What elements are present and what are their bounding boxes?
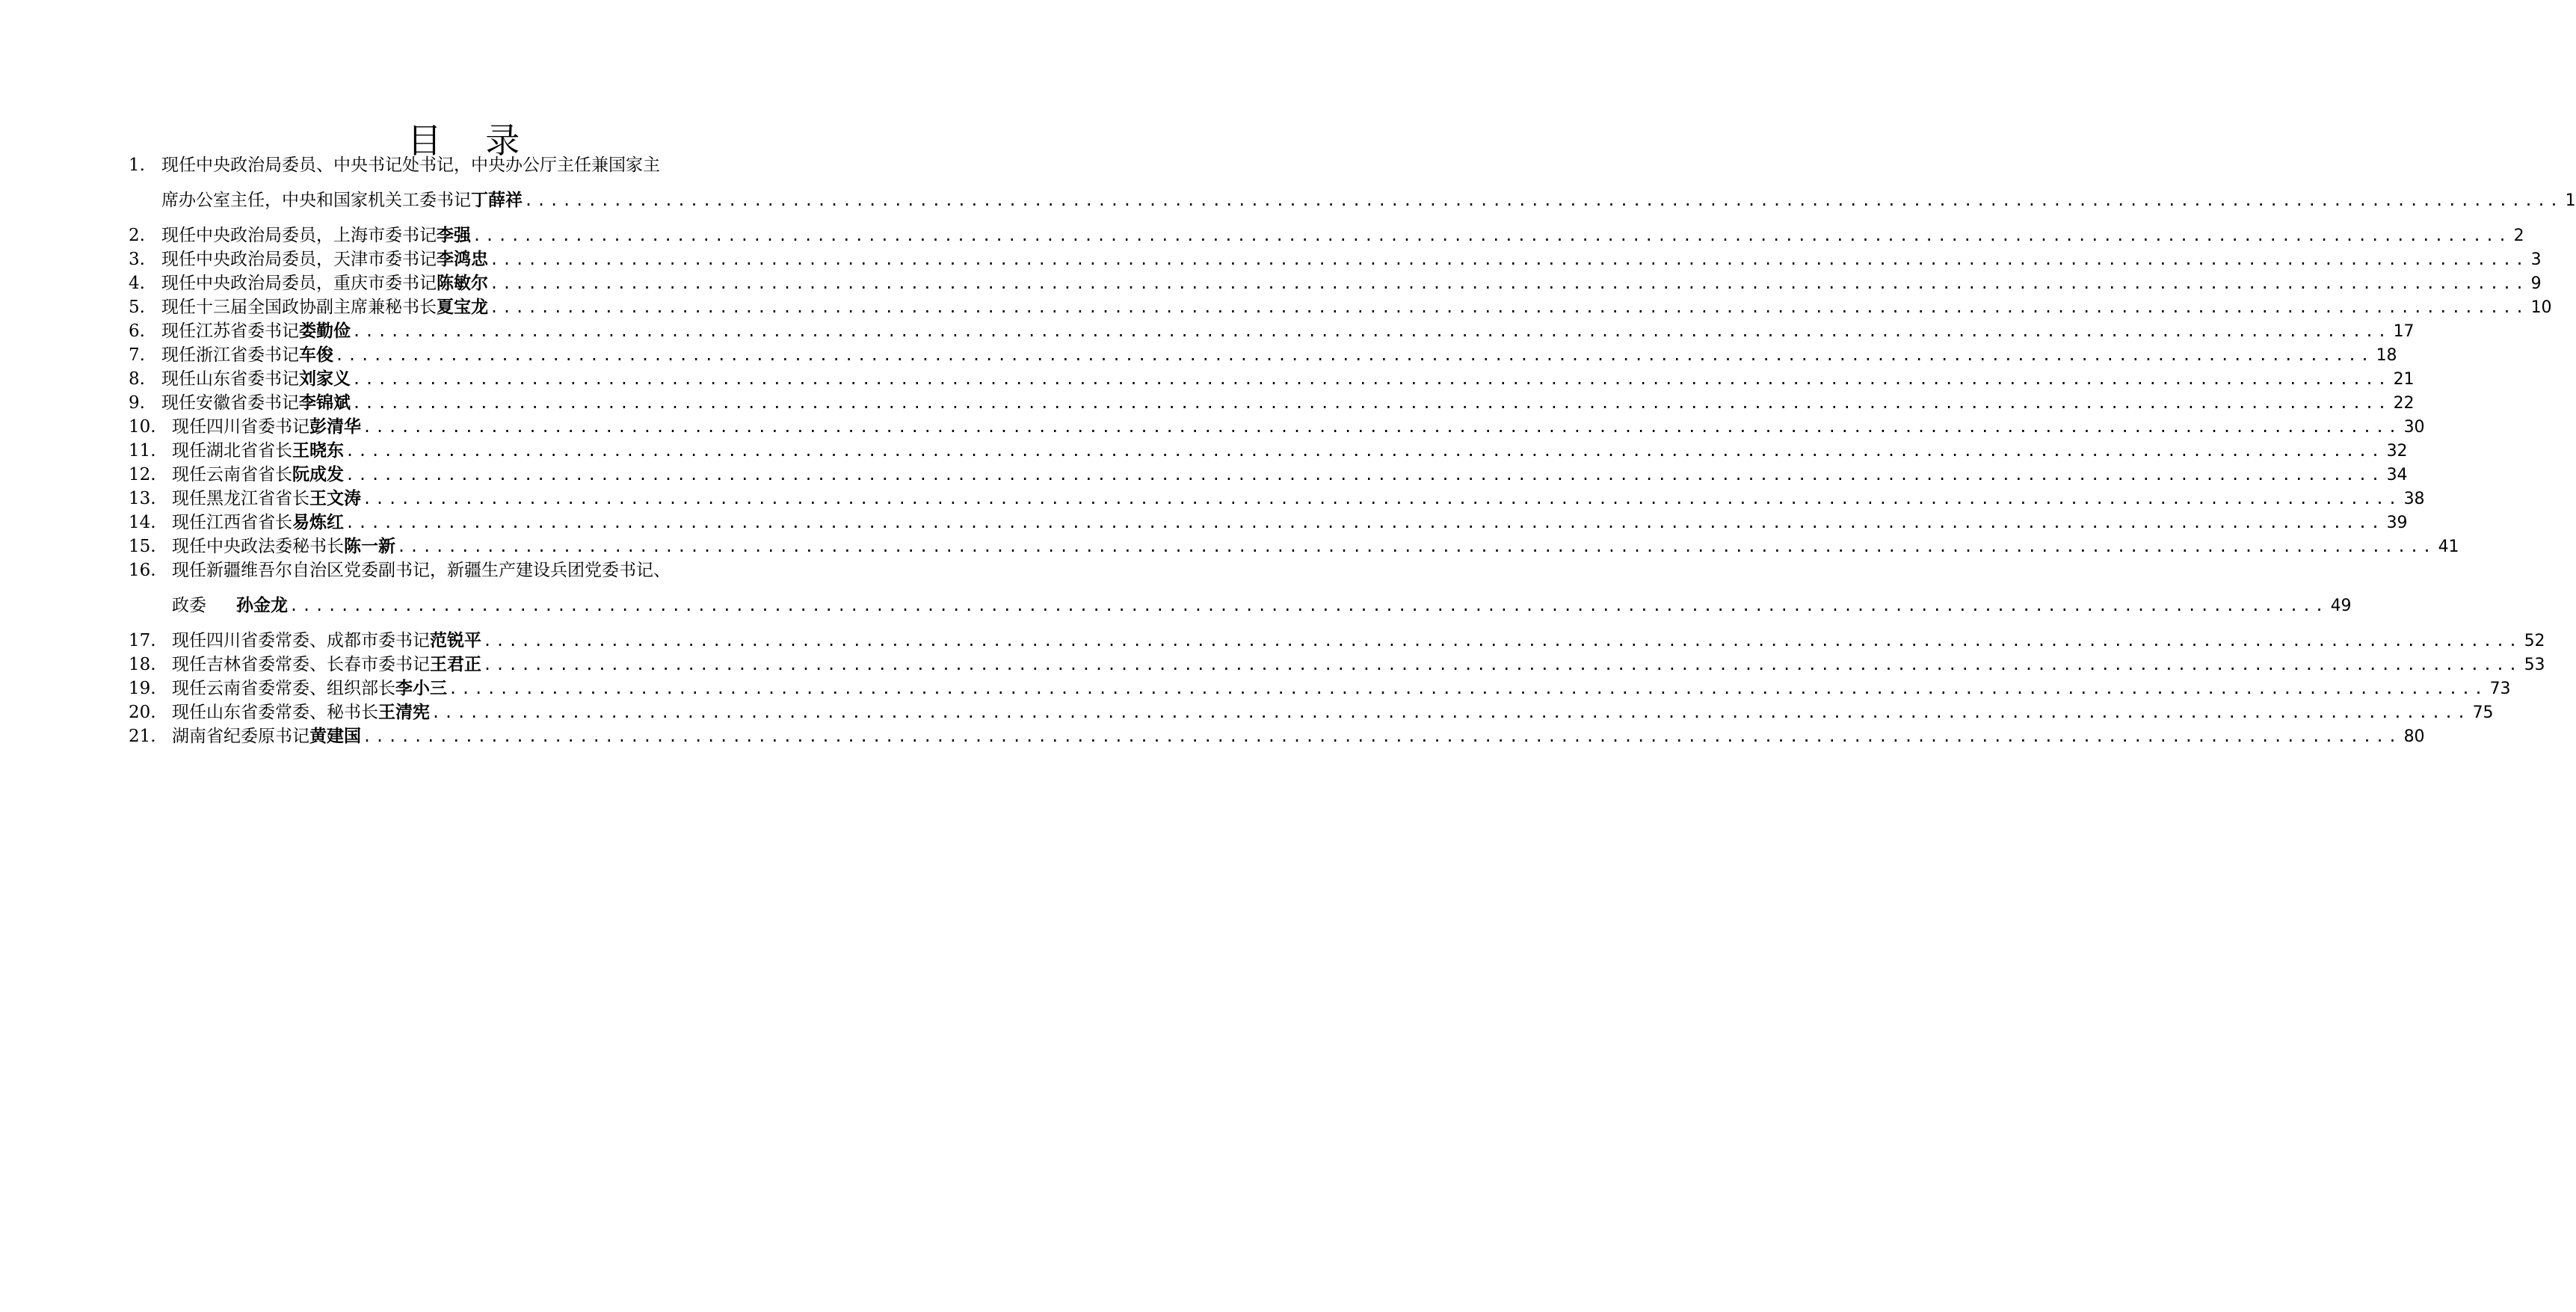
dot-leader: ................................................................................................................................................................ — [335, 346, 2373, 364]
toc-entry-11[interactable] — [129, 439, 2408, 463]
toc-entry-person: 陈敏尔 — [437, 274, 488, 293]
toc-entry-text: 席办公室主任，中央和国家机关工委书记 — [161, 191, 471, 210]
toc-entry-text: 现任四川省委书记 — [172, 417, 309, 437]
toc-entry-person: 孙金龙 — [236, 596, 288, 615]
toc-entry-6[interactable] — [129, 319, 2415, 343]
toc-entry-number: 14. — [129, 513, 156, 532]
toc-entry-14[interactable] — [129, 511, 2408, 535]
toc-entry-10[interactable] — [129, 415, 2425, 439]
toc-entry-5[interactable] — [129, 295, 2552, 319]
toc-entry-number: 16. — [129, 561, 156, 580]
dot-leader: ................................................................................................................................................................ — [449, 680, 2487, 697]
dot-leader: ................................................................................................................................................................ — [352, 370, 2391, 388]
dot-leader: ................................................................................................................................................................ — [490, 298, 2528, 316]
toc-entry-number: 15. — [129, 537, 156, 556]
toc-entry-page: 80 — [2403, 727, 2425, 746]
toc-entry-number: 4. — [129, 274, 145, 293]
toc-entry-page: 73 — [2489, 680, 2511, 698]
toc-entry-page: 22 — [2393, 394, 2415, 413]
toc-entry-number: 13. — [129, 489, 156, 508]
toc-entry-person: 刘家义 — [299, 369, 351, 389]
toc-entry-number: 9. — [129, 393, 145, 413]
toc-entry-text: 现任中央政治局委员，上海市委书记 — [161, 226, 437, 245]
toc-entry-16[interactable] — [129, 594, 2352, 617]
toc-entry-page: 2 — [2513, 227, 2524, 245]
toc-entry-number: 19. — [129, 679, 156, 698]
dot-leader: ................................................................................................................................................................ — [289, 597, 2328, 615]
toc-entry-page: 21 — [2393, 370, 2415, 389]
toc-entry-person: 彭清华 — [309, 417, 361, 437]
toc-entry-3[interactable] — [129, 247, 2542, 271]
toc-entry-page: 41 — [2438, 538, 2459, 556]
toc-entry-text: 现任中央政治局委员，天津市委书记 — [161, 250, 437, 269]
toc-entry-person: 丁薛祥 — [471, 191, 523, 210]
toc-entry-text: 现任山东省委书记 — [161, 369, 299, 389]
toc-entry-text: 现任云南省省长 — [172, 465, 292, 484]
toc-entry-17[interactable] — [129, 629, 2545, 653]
dot-leader: ................................................................................................................................................................ — [490, 250, 2528, 268]
toc-entry-page: 39 — [2386, 514, 2408, 532]
toc-entry-text: 现任新疆维吾尔自治区党委副书记，新疆生产建设兵团党委书记、 — [172, 561, 671, 580]
toc-entry-person: 阮成发 — [292, 465, 344, 484]
toc-entry-number: 8. — [129, 369, 145, 389]
toc-entry-number: 2. — [129, 226, 145, 245]
dot-leader: ................................................................................................................................................................ — [472, 227, 2511, 244]
toc-entry-text: 现任江西省省长 — [172, 513, 292, 532]
toc-entry-person: 王晓东 — [292, 441, 344, 461]
toc-entry-text: 现任中央政法委秘书长 — [172, 537, 344, 556]
toc-entry-page: 17 — [2393, 322, 2415, 341]
toc-entry-person: 陈一新 — [344, 537, 395, 556]
toc-entry-page: 52 — [2524, 632, 2545, 650]
toc-entry-19[interactable] — [129, 677, 2511, 700]
dot-leader: ................................................................................................................................................................ — [431, 703, 2470, 721]
dot-leader: ................................................................................................................................................................ — [345, 442, 2384, 460]
toc-entry-9[interactable] — [129, 391, 2415, 415]
toc-entry-13[interactable] — [129, 487, 2425, 511]
dot-leader: ................................................................................................................................................................ — [483, 656, 2521, 674]
dot-leader: ................................................................................................................................................................ — [352, 394, 2391, 412]
toc-entry-text: 现任山东省委常委、秘书长 — [172, 703, 378, 722]
toc-entry-person: 李鸿忠 — [437, 250, 488, 269]
toc-entry-number: 5. — [129, 298, 145, 317]
toc-entry-18[interactable] — [129, 653, 2545, 677]
dot-leader: ................................................................................................................................................................ — [363, 418, 2401, 436]
dot-leader: ................................................................................................................................................................ — [483, 632, 2521, 650]
toc-entry-12[interactable] — [129, 463, 2408, 487]
toc-entry-number: 3. — [129, 250, 145, 269]
toc-entry-page: 10 — [2530, 298, 2552, 317]
toc-entry-text: 现任十三届全国政协副主席兼秘书长 — [161, 298, 437, 317]
toc-entry-person: 王君正 — [430, 655, 481, 674]
toc-entry-number: 12. — [129, 465, 156, 484]
toc-entry-number: 11. — [129, 441, 156, 461]
dot-leader: ................................................................................................................................................................ — [397, 538, 2435, 555]
toc-entry-number: 21. — [129, 727, 156, 746]
toc-entry-text: 现任中央政治局委员，重庆市委书记 — [161, 274, 437, 293]
dot-leader: ................................................................................................................................................................ — [345, 514, 2384, 532]
toc-entry-text: 现任中央政治局委员、中央书记处书记，中央办公厅主任兼国家主 — [161, 155, 660, 175]
toc-entry-8[interactable] — [129, 367, 2415, 391]
toc-entry-number: 10. — [129, 417, 156, 437]
toc-entry-number: 1. — [129, 155, 145, 175]
toc-entry-person: 李强 — [437, 226, 471, 245]
toc-entry-page: 38 — [2403, 490, 2425, 508]
toc-entry-2[interactable] — [129, 224, 2524, 247]
toc-entry-text: 现任吉林省委常委、长春市委书记 — [172, 655, 430, 674]
toc-entry-1-first-line[interactable] — [129, 153, 876, 177]
toc-entry-page: 30 — [2403, 418, 2425, 437]
toc-entry-page: 53 — [2524, 656, 2545, 674]
dot-leader: ................................................................................................................................................................ — [345, 466, 2384, 484]
toc-entry-text: 现任江苏省委书记 — [161, 321, 299, 341]
toc-entry-page: 1 — [2565, 191, 2576, 210]
toc-entry-person: 王清宪 — [378, 703, 430, 722]
toc-entry-text: 政委 — [172, 596, 206, 615]
toc-entry-number: 7. — [129, 345, 145, 365]
toc-entry-page: 3 — [2530, 250, 2542, 269]
toc-entry-person: 李小三 — [395, 679, 447, 698]
toc-entry-person: 王文涛 — [309, 489, 361, 508]
toc-entry-person: 夏宝龙 — [437, 298, 488, 317]
toc-entry-4[interactable] — [129, 271, 2542, 295]
toc-title: 目 录 — [407, 120, 537, 161]
toc-entry-number: 6. — [129, 321, 145, 341]
toc-entry-number: 18. — [129, 655, 156, 674]
toc-entry-text: 现任浙江省委书记 — [161, 345, 299, 365]
toc-entry-text: 湖南省纪委原书记 — [172, 727, 309, 746]
toc-entry-21[interactable] — [129, 724, 2425, 748]
toc-entry-page: 75 — [2472, 703, 2494, 722]
toc-entry-1[interactable] — [129, 188, 2576, 212]
toc-entry-person: 易炼红 — [292, 513, 344, 532]
toc-entry-person: 娄勤俭 — [299, 321, 351, 341]
dot-leader: ................................................................................................................................................................ — [363, 490, 2401, 508]
toc-entry-text: 现任湖北省省长 — [172, 441, 292, 461]
toc-entry-person: 范锐平 — [430, 631, 481, 650]
toc-entry-person: 李锦斌 — [299, 393, 351, 413]
toc-entry-text: 现任云南省委常委、组织部长 — [172, 679, 395, 698]
toc-entry-15[interactable] — [129, 535, 2459, 558]
dot-leader: ................................................................................................................................................................ — [352, 322, 2391, 340]
toc-entry-number: 17. — [129, 631, 156, 650]
dot-leader: ................................................................................................................................................................ — [490, 274, 2528, 292]
toc-entry-page: 9 — [2530, 274, 2542, 293]
dot-leader: ................................................................................................................................................................ — [363, 727, 2401, 745]
dot-leader: ................................................................................................................................................................ — [524, 191, 2563, 209]
toc-entry-16-first-line[interactable] — [129, 558, 876, 582]
toc-entry-text: 现任四川省委常委、成都市委书记 — [172, 631, 430, 650]
toc-entry-text: 现任安徽省委书记 — [161, 393, 299, 413]
toc-entry-page: 49 — [2330, 597, 2352, 615]
toc-entry-20[interactable] — [129, 700, 2494, 724]
toc-entry-page: 18 — [2376, 346, 2397, 365]
toc-entry-page: 32 — [2386, 442, 2408, 461]
toc-entry-person: 黄建国 — [309, 727, 361, 746]
toc-entry-7[interactable] — [129, 343, 2397, 367]
toc-entry-number: 20. — [129, 703, 156, 722]
toc-entry-page: 34 — [2386, 466, 2408, 484]
toc-entry-person: 车俊 — [299, 345, 333, 365]
toc-entry-text: 现任黑龙江省省长 — [172, 489, 309, 508]
